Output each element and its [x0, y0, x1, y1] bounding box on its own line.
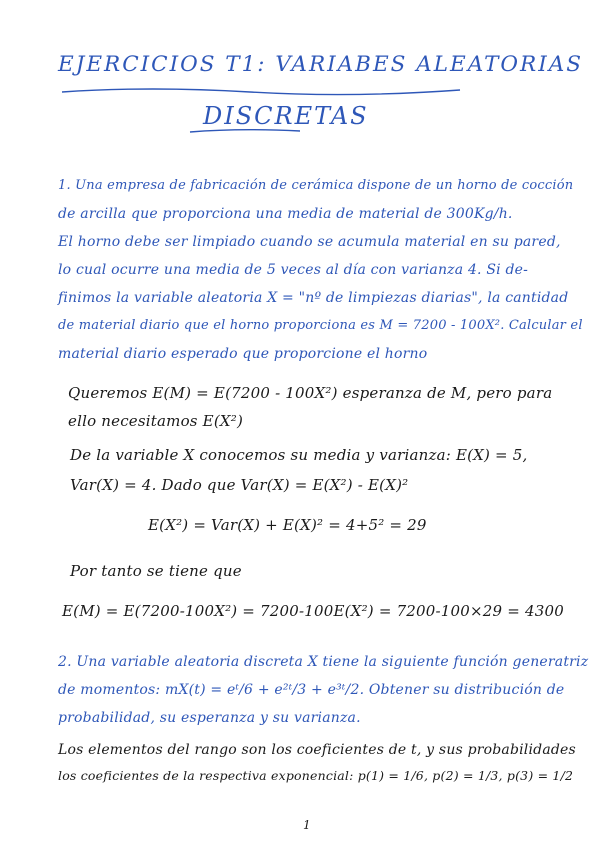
title-line-1: EJERCICIOS T1: VARIABES ALEATORIAS	[58, 52, 583, 77]
ex2-solution-line-1: Los elementos del rango son los coeficientes de t, y sus probabilidades	[58, 742, 576, 758]
ex1-statement-line-4: lo cual ocurre una media de 5 veces al día con varianza 4. Si de-	[58, 262, 529, 278]
ex2-statement-line-2: de momentos: mX(t) = eᵗ/6 + e²ᵗ/3 + e³ᵗ/2. Obtener su distribución de	[58, 682, 565, 698]
ex1-statement-line-2: de arcilla que proporciona una media de material de 300Kg/h.	[58, 206, 513, 222]
ex2-solution-line-2: los coeficientes de la respectiva exponencial: p(1) = 1/6, p(2) = 1/3, p(3) = 1/2	[58, 768, 574, 783]
ex1-statement-line-6: de material diario que el horno proporciona es M = 7200 - 100X². Calcular el	[58, 318, 583, 333]
ex1-solution-line-6: Por tanto se tiene que	[70, 562, 242, 580]
page-number: 1	[303, 818, 311, 832]
ex1-solution-line-3: De la variable X conocemos su media y varianza: E(X) = 5,	[70, 446, 528, 464]
ex2-statement-line-3: probabilidad, su esperanza y su varianza.	[58, 710, 361, 726]
ex2-statement-line-1: 2. Una variable aleatoria discreta X tiene la siguiente función generatriz	[58, 654, 589, 670]
ex1-statement-line-3: El horno debe ser limpiado cuando se acumula material en su pared,	[58, 234, 561, 250]
ex1-solution-line-5: E(X²) = Var(X) + E(X)² = 4+5² = 29	[148, 516, 427, 534]
ex1-statement-line-7: material diario esperado que proporcione el horno	[58, 346, 428, 362]
ex1-solution-line-2: ello necesitamos E(X²)	[68, 412, 244, 430]
ex1-statement-line-5: finimos la variable aleatoria X = "nº de limpiezas diarias", la cantidad	[58, 290, 569, 306]
ex1-statement-line-1: 1. Una empresa de fabricación de cerámica dispone de un horno de cocción	[58, 178, 574, 193]
ex1-solution-line-7: E(M) = E(7200-100X²) = 7200-100E(X²) = 7200-100×29 = 4300	[62, 602, 564, 620]
ex1-solution-line-1: Queremos E(M) = E(7200 - 100X²) esperanza de M, pero para	[68, 384, 553, 402]
title-line-2: DISCRETAS	[203, 102, 369, 130]
ex1-solution-line-4: Var(X) = 4. Dado que Var(X) = E(X²) - E(X)²	[70, 476, 409, 494]
